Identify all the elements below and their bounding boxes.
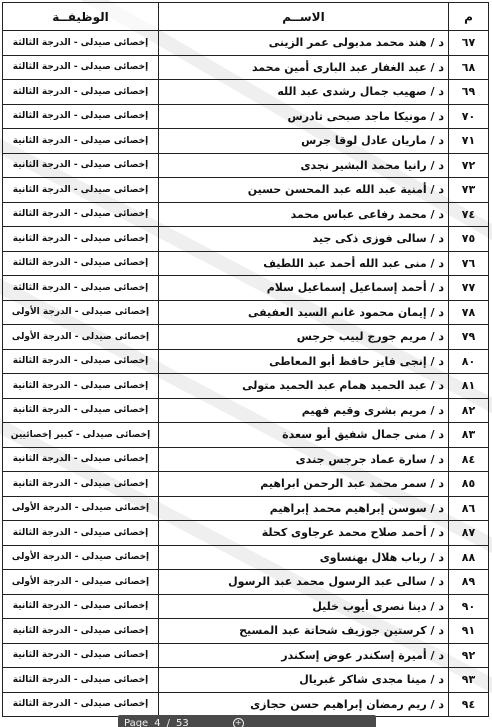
job-title: إخصائى صيدلى - الدرجة الثانية xyxy=(3,374,159,399)
employee-name: د / سوسن إبراهيم محمد إبراهيم xyxy=(159,496,449,521)
table-row xyxy=(3,325,489,350)
employee-name: د / أحمد صلاح محمد عرجاوى كحلة xyxy=(159,521,449,546)
employee-name: د / إيمان محمود غانم السيد العفيفى xyxy=(159,300,449,325)
job-title: إخصائى صيدلى - الدرجة الثالثة xyxy=(3,668,159,693)
pdf-page-toolbar xyxy=(118,715,376,727)
employee-name: د / محمد رفاعى عباس محمد xyxy=(159,202,449,227)
table-row xyxy=(3,521,489,546)
table-row xyxy=(3,545,489,570)
employee-name: د / هند محمد مدبولى عمر الزينى xyxy=(159,31,449,56)
table-row xyxy=(3,55,489,80)
job-title: إخصائى صيدلى - الدرجة الثانية xyxy=(3,643,159,668)
row-number: ٧٨ xyxy=(449,300,489,325)
table-row xyxy=(3,178,489,203)
row-number: ٩٠ xyxy=(449,594,489,619)
job-title: إخصائى صيدلى - الدرجة الثالثة xyxy=(3,31,159,56)
row-number: ٦٨ xyxy=(449,55,489,80)
row-number: ٧١ xyxy=(449,129,489,154)
employee-name: د / منى جمال شفيق أبو سعدة xyxy=(159,423,449,448)
table-row xyxy=(3,31,489,56)
employee-name: د / سالى فوزى ذكى جيد xyxy=(159,227,449,252)
job-title: إخصائى صيدلى - الدرجة الثالثة xyxy=(3,692,159,717)
employee-name: د / أحمد إسماعيل إسماعيل سلام xyxy=(159,276,449,301)
row-number: ٧٤ xyxy=(449,202,489,227)
table-row xyxy=(3,423,489,448)
table-row xyxy=(3,619,489,644)
row-number: ٨١ xyxy=(449,374,489,399)
employee-name: د / سمر محمد عبد الرحمن ابراهيم xyxy=(159,472,449,497)
employee-name: د / أميرة إسكندر عوض إسكندر xyxy=(159,643,449,668)
job-title: إخصائى صيدلى - الدرجة الثانية xyxy=(3,447,159,472)
current-page-input[interactable]: 4 xyxy=(154,717,161,727)
job-title: إخصائى صيدلى - الدرجة الثالثة xyxy=(3,349,159,374)
header-name: الاســم xyxy=(159,3,449,31)
table-row xyxy=(3,202,489,227)
table-row xyxy=(3,594,489,619)
job-title: إخصائى صيدلى - الدرجة الثالثة xyxy=(3,80,159,105)
employee-name: د / كرستين جوزيف شحاتة عبد المسيح xyxy=(159,619,449,644)
row-number: ٧٧ xyxy=(449,276,489,301)
table-row xyxy=(3,496,489,521)
page-separator: / xyxy=(166,717,170,727)
job-title: إخصائى صيدلى - الدرجة الأولى xyxy=(3,570,159,595)
zoom-in-icon[interactable]: + xyxy=(233,718,244,727)
table-row xyxy=(3,153,489,178)
job-title: إخصائى صيدلى - الدرجة الثالثة xyxy=(3,521,159,546)
row-number: ٨٢ xyxy=(449,398,489,423)
job-title: إخصائى صيدلى - الدرجة الثانية xyxy=(3,619,159,644)
table-row xyxy=(3,472,489,497)
table-row xyxy=(3,251,489,276)
table-header-row xyxy=(3,3,489,31)
row-number: ٨٣ xyxy=(449,423,489,448)
table-row xyxy=(3,692,489,717)
employee-name: د / صهيب جمال رشدى عبد الله xyxy=(159,80,449,105)
job-title: إخصائى صيدلى - الدرجة الثانية xyxy=(3,594,159,619)
page-label: Page xyxy=(124,717,149,727)
table-row xyxy=(3,227,489,252)
employee-name: د / مونيكا ماجد صبحى تادرس xyxy=(159,104,449,129)
employee-name: د / سالى عبد الرسول محمد عبد الرسول xyxy=(159,570,449,595)
header-job: الوظيفــة xyxy=(3,3,159,31)
table-row xyxy=(3,104,489,129)
job-title: إخصائى صيدلى - الدرجة الثانية xyxy=(3,227,159,252)
table-row xyxy=(3,129,489,154)
job-title: إخصائى صيدلى - الدرجة الأولى xyxy=(3,496,159,521)
row-number: ٨٦ xyxy=(449,496,489,521)
job-title: إخصائى صيدلى - الدرجة الثالثة xyxy=(3,276,159,301)
table-row xyxy=(3,276,489,301)
employee-name: د / ريم رمضان إبراهيم حسن حجازى xyxy=(159,692,449,717)
employee-name: د / سارة عماد جرجس جندى xyxy=(159,447,449,472)
row-number: ٦٧ xyxy=(449,31,489,56)
employee-name: د / عبد الحميد همام عبد الحميد متولى xyxy=(159,374,449,399)
job-title: إخصائى صيدلى - الدرجة الثانية xyxy=(3,129,159,154)
header-number: م xyxy=(449,3,489,31)
row-number: ٨٥ xyxy=(449,472,489,497)
employee-name: د / مريم بشرى وقيم فهيم xyxy=(159,398,449,423)
row-number: ٦٩ xyxy=(449,80,489,105)
row-number: ٧٥ xyxy=(449,227,489,252)
row-number: ٩٢ xyxy=(449,643,489,668)
job-title: إخصائى صيدلى - الدرجة الثانية xyxy=(3,472,159,497)
row-number: ٩٣ xyxy=(449,668,489,693)
employee-name: د / رانيا محمد البشير نجدى xyxy=(159,153,449,178)
table-row xyxy=(3,80,489,105)
row-number: ٧٠ xyxy=(449,104,489,129)
employee-table xyxy=(2,2,489,717)
employee-name: د / إنجى فايز حافظ أبو المعاطى xyxy=(159,349,449,374)
row-number: ٧٣ xyxy=(449,178,489,203)
employee-name: د / عبد الغفار عبد البارى أمين محمد xyxy=(159,55,449,80)
table-row xyxy=(3,643,489,668)
row-number: ٩٤ xyxy=(449,692,489,717)
employee-name: د / أمنية عبد الله عبد المحسن حسين xyxy=(159,178,449,203)
employee-name: د / دينا نصرى أيوب خليل xyxy=(159,594,449,619)
job-title: إخصائى صيدلى - الدرجة الثالثة xyxy=(3,251,159,276)
job-title: إخصائى صيدلى - الدرجة الثالثة xyxy=(3,104,159,129)
row-number: ٧٩ xyxy=(449,325,489,350)
row-number: ٨٧ xyxy=(449,521,489,546)
employee-name: د / ماريان عادل لوقا جرس xyxy=(159,129,449,154)
row-number: ٧٦ xyxy=(449,251,489,276)
table-row xyxy=(3,570,489,595)
row-number: ٨٤ xyxy=(449,447,489,472)
row-number: ٩١ xyxy=(449,619,489,644)
table-row xyxy=(3,398,489,423)
job-title: إخصائى صيدلى - الدرجة الثانية xyxy=(3,178,159,203)
job-title: إخصائى صيدلى - الدرجة الثانية xyxy=(3,398,159,423)
table-row xyxy=(3,447,489,472)
employee-name: د / منى عبد الله أحمد عبد اللطيف xyxy=(159,251,449,276)
table-row xyxy=(3,300,489,325)
table-row xyxy=(3,374,489,399)
row-number: ٨٨ xyxy=(449,545,489,570)
employee-name: د / مريم جورج لبيب جرجس xyxy=(159,325,449,350)
job-title: إخصائى صيدلى - الدرجة الأولى xyxy=(3,300,159,325)
employee-name: د / مينا مجدى شاكر غبريال xyxy=(159,668,449,693)
table-row xyxy=(3,668,489,693)
job-title: إخصائى صيدلى - كبير إخصائيين xyxy=(3,423,159,448)
job-title: إخصائى صيدلى - الدرجة الثانية xyxy=(3,153,159,178)
row-number: ٨٩ xyxy=(449,570,489,595)
row-number: ٨٠ xyxy=(449,349,489,374)
employee-name: د / رباب هلال بهنساوى xyxy=(159,545,449,570)
job-title: إخصائى صيدلى - الدرجة الثالثة xyxy=(3,55,159,80)
row-number: ٧٢ xyxy=(449,153,489,178)
total-pages: 53 xyxy=(175,717,189,727)
table-row xyxy=(3,349,489,374)
job-title: إخصائى صيدلى - الدرجة الأولى xyxy=(3,325,159,350)
job-title: إخصائى صيدلى - الدرجة الأولى xyxy=(3,545,159,570)
job-title: إخصائى صيدلى - الدرجة الثالثة xyxy=(3,202,159,227)
